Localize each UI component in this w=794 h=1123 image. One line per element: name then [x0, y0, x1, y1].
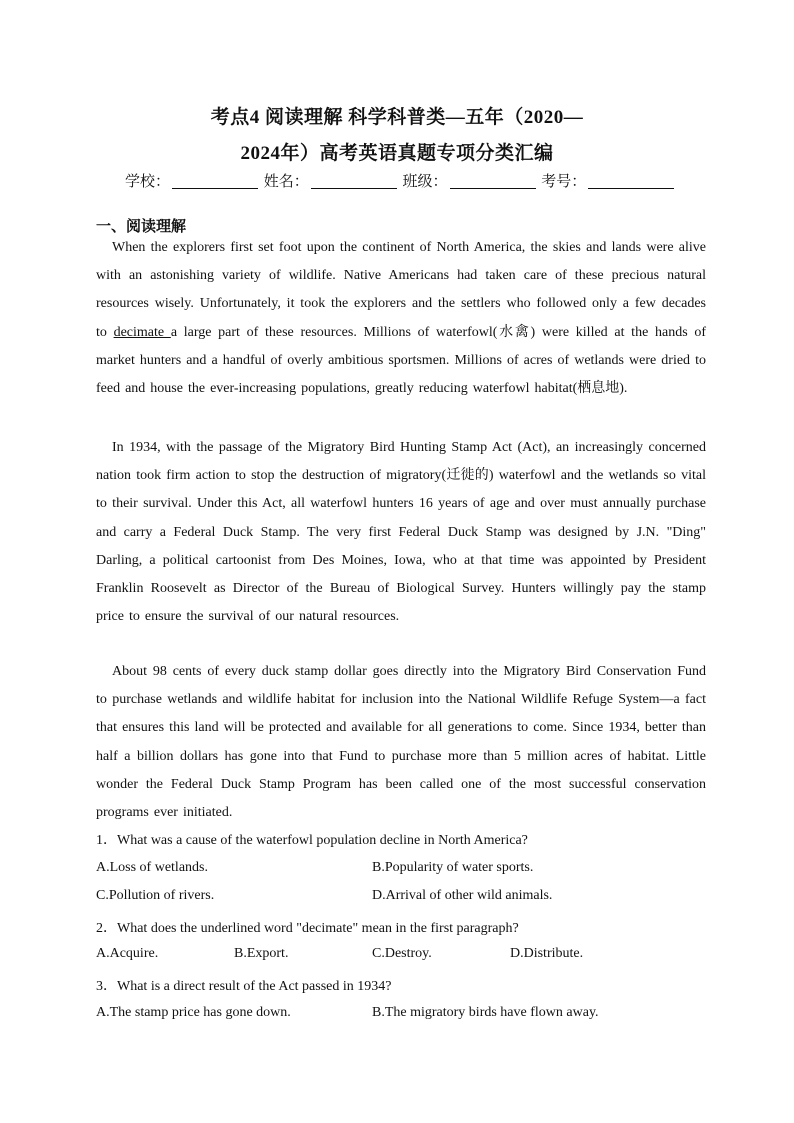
school-blank[interactable]	[172, 174, 258, 189]
question-2-option-c[interactable]: C.Destroy.	[372, 946, 432, 961]
paragraph-1-text-before: When the explorers first set foot upon the continent of North America, the skies and lands were alive with an astonishing variety of wildlife. Native Americans had taken care of these precious natural resources wisely. Unfortunately, it took the explorers and the settlers who followed only a few decades to	[96, 240, 706, 340]
question-1-option-c[interactable]: C.Pollution of rivers.	[96, 888, 215, 903]
question-2-stem: 2．What does the underlined word "decimate" mean in the first paragraph?	[96, 921, 519, 936]
question-2-option-d[interactable]: D.Distribute.	[510, 946, 584, 961]
passage-paragraph-2	[96, 434, 706, 631]
paragraph-2-text: In 1934, with the passage of the Migratory Bird Hunting Stamp Act (Act), an increasingly concerned nation took firm action to stop the destruction of migratory(迁徙的) waterfowl and the wetlands so vital to their survival. Under this Act, all waterfowl hunters 16 years of age and over must annually purchase and carry a Federal Duck Stamp. The very first Federal Duck Stamp was designed by J.N. "Ding" Darling, a political cartoonist from Des Moines, Iowa, who at that time was appointed by President Franklin Roosevelt as Director of the Bureau of Biological Survey. Hunters willingly pay the stamp price to ensure the survival of our natural resources.	[96, 440, 706, 625]
paragraph-3-text: About 98 cents of every duck stamp dollar goes directly into the Migratory Bird Conservation Fund to purchase wetlands and wildlife habitat for inclusion into the National Wildlife Refuge System—a fact that ensures this land will be protected and available for all generations to come. Since 1934, better than half a billion dollars has gone into that Fund to purchase more than 5 million acres of habitat. Little wonder the Federal Duck Stamp Program has been called one of the most successful conservation programs ever initiated.	[96, 664, 706, 821]
exam-number-label: 考号：	[541, 174, 587, 190]
exam-number-blank[interactable]	[588, 174, 674, 189]
question-3-option-b[interactable]: B.The migratory birds have flown away.	[372, 1005, 599, 1020]
question-1-option-b[interactable]: B.Popularity of water sports.	[372, 860, 534, 875]
class-blank[interactable]	[450, 174, 536, 189]
question-3-option-a[interactable]: A.The stamp price has gone down.	[96, 1005, 291, 1020]
underlined-word: decimate	[113, 324, 171, 340]
passage-paragraph-1	[96, 234, 706, 403]
question-1-stem: 1．What was a cause of the waterfowl population decline in North America?	[96, 833, 528, 848]
question-2-option-b[interactable]: B.Export.	[234, 946, 289, 961]
school-label: 学校：	[125, 174, 171, 190]
student-info-row	[125, 170, 676, 191]
question-1-option-a[interactable]: A.Loss of wetlands.	[96, 860, 208, 875]
page-title-line-1: 考点4 阅读理解 科学科普类—五年（2020—	[210, 107, 584, 128]
question-1-option-d[interactable]: D.Arrival of other wild animals.	[372, 888, 553, 903]
question-2-option-a[interactable]: A.Acquire.	[96, 946, 159, 961]
page-title-line-2: 2024年）高考英语真题专项分类汇编	[240, 143, 554, 164]
passage-paragraph-3	[96, 658, 706, 827]
section-heading: 一、阅读理解	[96, 219, 187, 235]
question-3-stem: 3．What is a direct result of the Act passed in 1934?	[96, 979, 392, 994]
name-label: 姓名：	[263, 174, 309, 190]
name-blank[interactable]	[311, 174, 397, 189]
paragraph-1-text-after: a large part of these resources. Millions of waterfowl(水禽) were killed at the hands of market hunters and a handful of overly ambitious sportsmen. Millions of acres of wetlands were dried to feed and house the ever-increasing populations, greatly reducing waterfowl habitat(栖息地).	[96, 324, 707, 397]
class-label: 班级：	[402, 174, 448, 190]
